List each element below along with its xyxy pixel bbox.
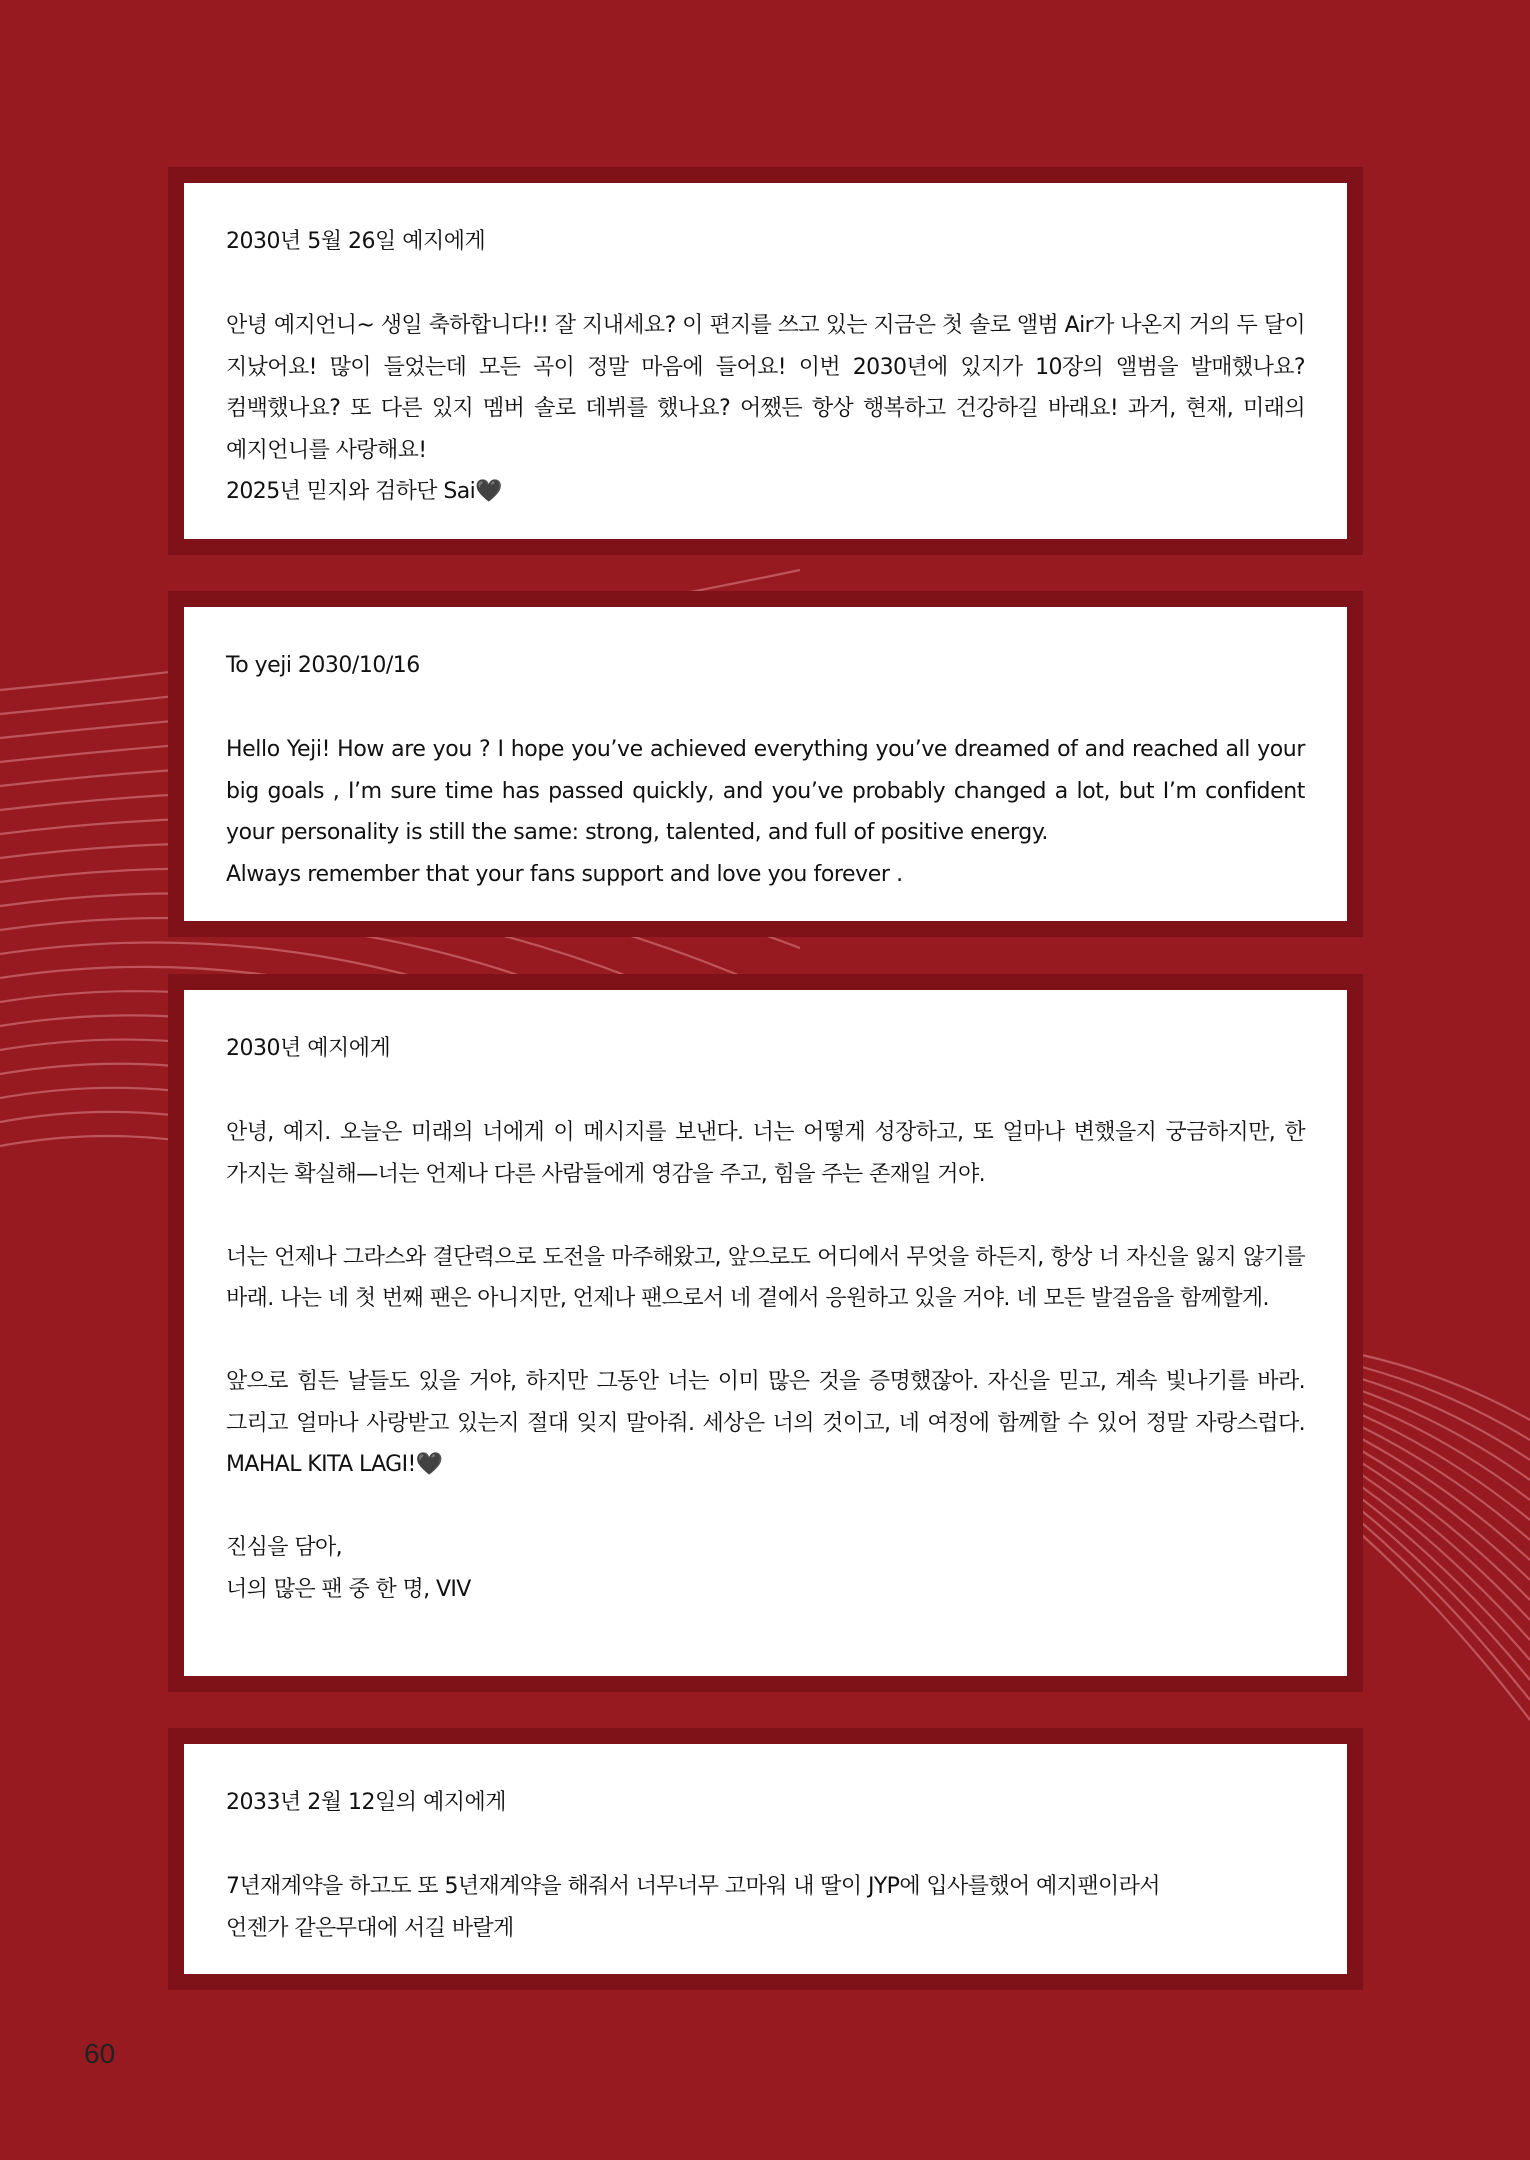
decorative-line: [1362, 1511, 1530, 1680]
letter-card-4: [168, 1728, 1363, 1990]
letter-3-paragraph-2: 너는 언제나 그라스와 결단력으로 도전을 마주해왔고, 앞으로도 어디에서 무엇을 하든지, 항상 너 자신을 잃지 않기를 바래. 나는 네 첫 번째 팬은 아니지만, 언제나 팬으로서 네 곁에서 응원하고 있을 거야. 네 모든 발걸음을 함께할게.: [226, 1244, 1305, 1311]
decorative-line: [1362, 1499, 1530, 1660]
letter-3-heading: 2030년 예지에게: [226, 1036, 391, 1061]
decorative-line: [1362, 1403, 1530, 1500]
letter-card-1: [168, 167, 1363, 555]
decorative-line: [1362, 1475, 1530, 1620]
letter-card-4-body: [184, 1744, 1347, 1974]
letter-2-paragraph-2: Always remember that your fans support and love you forever .: [226, 861, 903, 887]
letter-4-paragraph-1: 7년재계약을 하고도 또 5년재계약을 해줘서 너무너무 고마워 내 딸이 JYP에 입사를했어 예지팬이라서: [226, 1874, 1160, 1899]
decorative-line: [1362, 1355, 1530, 1420]
letter-4-paragraph-2: 언젠가 같은무대에 서길 바랄게: [226, 1915, 514, 1941]
letter-card-2: [168, 591, 1363, 937]
letter-1-paragraph-1: 안녕 예지언니~ 생일 축하합니다!! 잘 지내세요? 이 편지를 쓰고 있는 지금은 첫 솔로 앨범 Air가 나온지 거의 두 달이 지났어요! 많이 들었는데 모든 곡이 정말 마음에 들어요! 이번 2030년에 있지가 10장의 앨범을 발매했나요? 컴백했나요? 또 다른 있지 멤버 솔로 데뷔를 했나요? 어쨌든 항상 행복하고 건강하길 바래요! 과거, 현재, 미래의 예지언니를 사랑해요!: [226, 313, 1305, 463]
letter-1-heading: 2030년 5월 26일 예지에게: [226, 229, 486, 254]
letter-3-closing: 진심을 담아,: [226, 1535, 343, 1560]
decorative-line: [1362, 1427, 1530, 1540]
letter-3-paragraph-1: 안녕, 예지. 오늘은 미래의 너에게 이 메시지를 보낸다. 너는 어떻게 성장하고, 또 얼마나 변했을지 궁금하지만, 한 가지는 확실해—너는 언제나 다른 사람들에게 영감을 주고, 힘을 주는 존재일 거야.: [226, 1120, 1305, 1187]
decorative-line: [1362, 1379, 1530, 1460]
decorative-line: [1362, 1391, 1530, 1480]
decorative-line: [1362, 1367, 1530, 1440]
letter-4-heading: 2033년 2월 12일의 예지에게: [226, 1790, 506, 1815]
letter-2-paragraph-1: Hello Yeji! How are you ? I hope you’ve achieved everything you’ve dreamed of and reached all your big goals , I’m sure time has passed quickly, and you’ve probably changed a lot, but I’m confident your personality is still the same: strong, talented, and full of positive energy.: [226, 737, 1305, 845]
letter-card-2-body: [184, 607, 1347, 921]
decorative-line: [1362, 1439, 1530, 1560]
letter-2-heading: To yeji 2030/10/16: [226, 653, 420, 678]
page-number: 60: [84, 2038, 116, 2069]
decorative-line: [1362, 1535, 1530, 1720]
letter-1-signature: 2025년 믿지와 검하단 Sai🖤: [226, 479, 502, 504]
letter-3-signature: 너의 많은 팬 중 한 명, VIV: [226, 1576, 471, 1602]
decorative-line: [1362, 1523, 1530, 1700]
letter-3-paragraph-3: 앞으로 힘든 날들도 있을 거야, 하지만 그동안 너는 이미 많은 것을 증명했잖아. 자신을 믿고, 계속 빛나기를 바라. 그리고 얼마나 사랑받고 있는지 절대 잊지 말아줘. 세상은 너의 것이고, 네 여정에 함께할 수 있어 정말 자랑스럽다. MAHAL KITA LAGI!🖤: [226, 1369, 1305, 1477]
decorative-line: [1362, 1415, 1530, 1520]
decorative-line: [1362, 1463, 1530, 1600]
decorative-line: [1362, 1487, 1530, 1640]
letter-card-3-body: [184, 990, 1347, 1676]
letter-card-1-body: [184, 183, 1347, 539]
letter-card-3: [168, 974, 1363, 1692]
decorative-line: [1362, 1451, 1530, 1580]
